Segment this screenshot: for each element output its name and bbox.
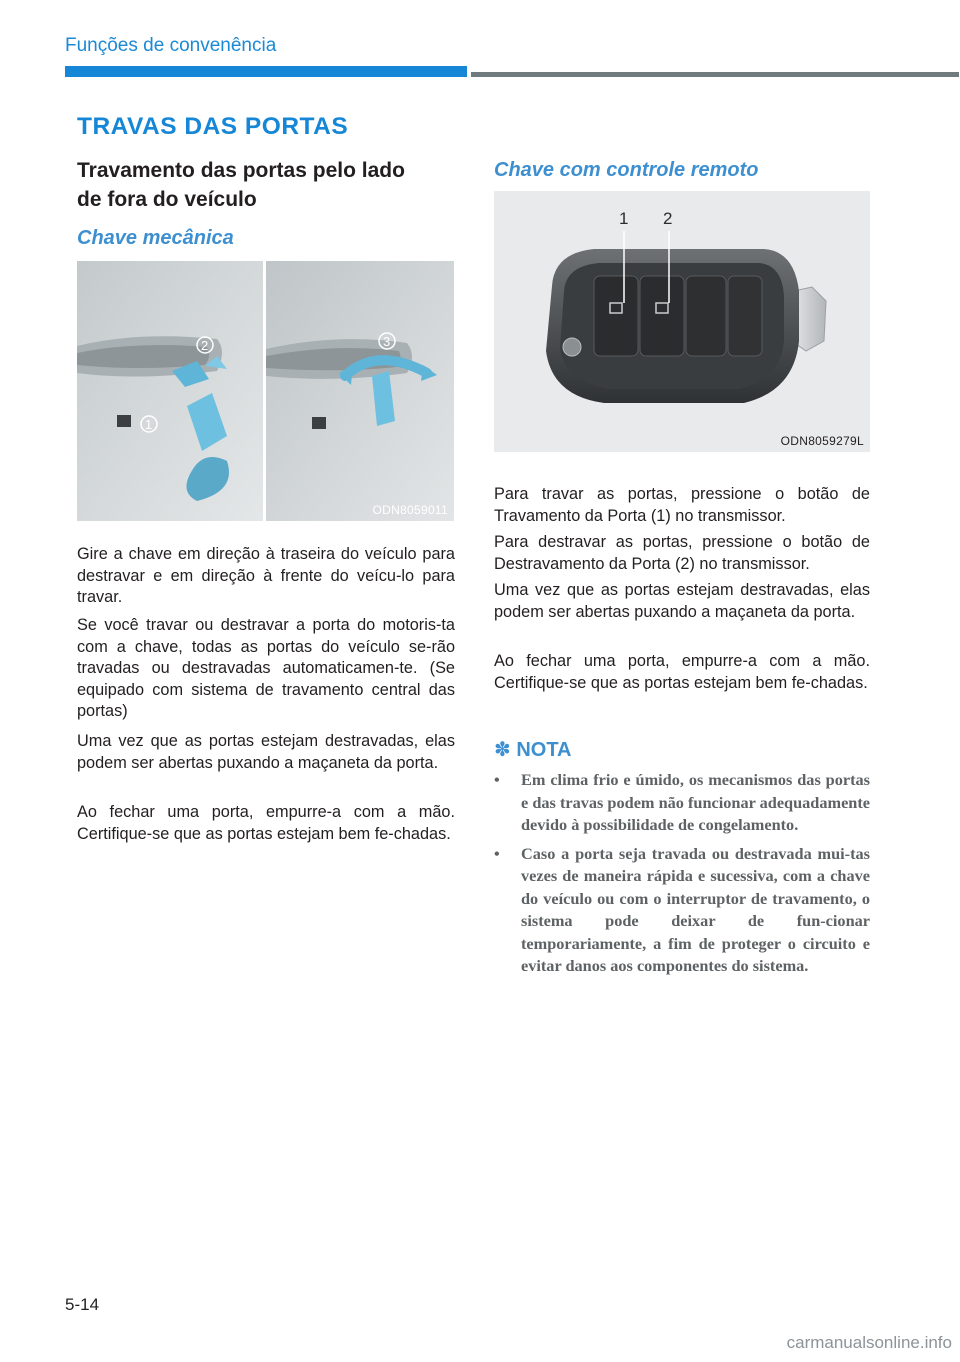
- door-handle-illustration: [77, 261, 454, 521]
- nota-item-2: [494, 843, 870, 978]
- header-rule-blue: [65, 66, 467, 77]
- nota-title: ✽ NOTA: [494, 739, 572, 761]
- nota-list: [494, 769, 870, 984]
- nota-bullet-2: •: [494, 843, 500, 863]
- left-paragraph-4: Ao fechar uma porta, empurre-a com a mão. Certifique-se que as portas estejam bem fe-chadas.: [77, 803, 455, 843]
- left-heading-line1: Travamento das portas pelo lado: [77, 159, 405, 182]
- door-handle-figure: [77, 261, 454, 521]
- right-paragraph-2: Para destravar as portas, pressione o botão de Destravamento da Porta (2) no transmissor.: [494, 533, 870, 573]
- figure-label-left: ODN8059011: [372, 503, 448, 517]
- right-subheading: Chave com controle remoto: [494, 159, 759, 181]
- watermark: carmanualsonline.info: [786, 1333, 952, 1352]
- left-paragraph-3: Uma vez que as portas estejam destravadas, elas podem ser abertas puxando a maçaneta da porta.: [77, 732, 455, 772]
- main-title: TRAVAS DAS PORTAS: [77, 113, 349, 140]
- nota-bullet-1: •: [494, 770, 500, 789]
- header-section-title: Funções de convenência: [65, 35, 277, 56]
- header-rule-gray: [471, 72, 959, 77]
- figure-label-right: ODN8059279L: [780, 434, 864, 448]
- callout-key-2: 2: [663, 209, 673, 228]
- nota-item-1: [494, 769, 870, 837]
- left-heading-line2: de fora do veículo: [77, 188, 257, 211]
- remote-key-figure: [494, 191, 870, 452]
- page-number: 5-14: [65, 1295, 100, 1314]
- callout-key-1: 1: [619, 209, 629, 228]
- right-paragraph-3: Uma vez que as portas estejam destravadas, elas podem ser abertas puxando a maçaneta da porta.: [494, 581, 870, 621]
- callout-2: 2: [201, 338, 209, 353]
- left-paragraph-1: Gire a chave em direção à traseira do veículo para destravar e em direção à frente do veícu-lo para travar.: [77, 545, 455, 606]
- left-subheading: Chave mecânica: [77, 227, 234, 249]
- left-paragraph-2: Se você travar ou destravar a porta do motoris-ta com a chave, todas as portas do veículo se-rão travadas ou destravadas automaticamen-te. (Se equipado com sistema de travamento central das portas): [77, 616, 455, 720]
- right-paragraph-1: Para travar as portas, pressione o botão de Travamento da Porta (1) no transmissor.: [494, 485, 870, 525]
- nota-item-1-text: Em clima frio e úmido, os mecanismos das portas e das travas podem não funcionar adequadamente devido à possibilidade de congelamento.: [521, 770, 870, 834]
- callout-1: 1: [145, 417, 153, 432]
- callout-3: 3: [383, 334, 391, 349]
- remote-key-illustration: [494, 191, 870, 452]
- nota-item-2-text: Caso a porta seja travada ou destravada mui-tas vezes de maneira rápida e sucessiva, com a chave do veículo ou com o interruptor de travamento, o sistema pode deixar de fun-cionar temporariamente, a fim de proteger o circuito e evitar danos aos componentes do sistema.: [521, 843, 870, 975]
- right-paragraph-4: Ao fechar uma porta, empurre-a com a mão. Certifique-se que as portas estejam bem fe-chadas.: [494, 652, 870, 692]
